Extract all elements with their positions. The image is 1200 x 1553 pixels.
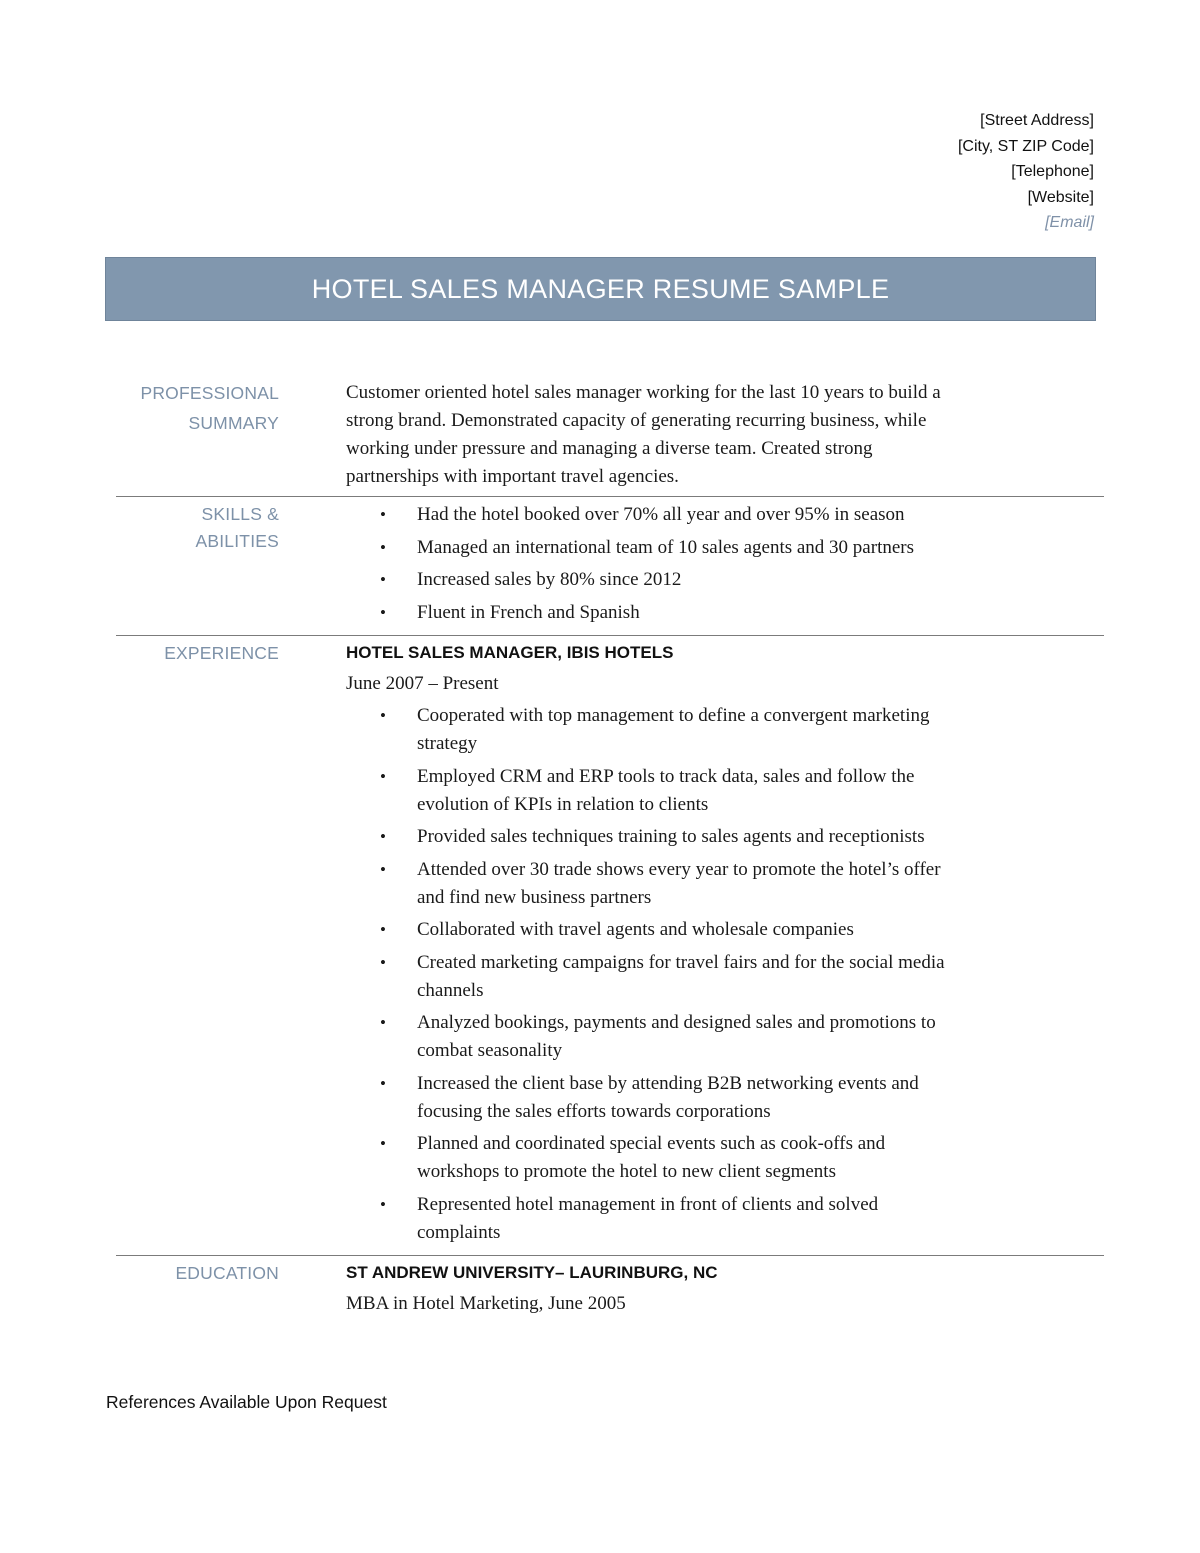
bullet-icon: • — [380, 952, 386, 972]
list-item-text: Increased the client base by attending B2B networking events and focusing the sales efforts towards corporations — [417, 1072, 919, 1122]
bullet-icon: • — [380, 1134, 386, 1153]
job-title: HOTEL SALES MANAGER, IBIS HOTELS — [346, 643, 674, 662]
list-item-text: Managed an international team of 10 sales agents and 30 partners — [417, 536, 914, 558]
list-item — [346, 916, 966, 944]
experience-section — [116, 636, 1104, 1256]
list-item — [346, 949, 966, 1005]
bullet-icon: • — [380, 1013, 386, 1032]
bullet-icon: • — [380, 827, 386, 846]
references-note: References Available Upon Request — [106, 1392, 387, 1412]
job-dates: June 2007 – Present — [346, 673, 499, 694]
list-item — [346, 566, 966, 594]
experience-content — [346, 638, 966, 1251]
resume-title: HOTEL SALES MANAGER RESUME SAMPLE — [311, 273, 890, 304]
list-item — [346, 1191, 966, 1247]
list-item-text: Fluent in French and Spanish — [417, 601, 640, 623]
summary-text: Customer oriented hotel sales manager working for the last 10 years to build a strong brand. Demonstrated capacity of generating recurring business, while working under pressure and managing a diverse team. Created strong partnerships with important travel agencies. — [346, 382, 941, 487]
list-item-text: Had the hotel booked over 70% all year and over 95% in season — [417, 504, 905, 525]
list-item-text: Provided sales techniques training to sales agents and receptionists — [417, 826, 925, 847]
city-zip: [City, ST ZIP Code] — [957, 137, 1094, 155]
education-content — [346, 1258, 966, 1320]
list-item — [346, 856, 966, 912]
list-item — [346, 1070, 966, 1126]
skills-section — [116, 497, 1104, 636]
degree: MBA in Hotel Marketing, June 2005 — [346, 1293, 626, 1314]
list-item — [346, 501, 966, 529]
list-item-text: Represented hotel management in front of clients and solved complaints — [417, 1193, 879, 1243]
summary-label-line1: PROFESSIONAL — [140, 383, 279, 403]
summary-label-line2: SUMMARY — [188, 413, 279, 433]
bullet-icon: • — [380, 766, 386, 786]
summary-section — [116, 378, 1104, 497]
bullet-icon: • — [380, 706, 386, 725]
list-item — [346, 1130, 966, 1186]
list-item-text: Planned and coordinated special events such as cook-offs and workshops to promote the hotel to new client segments — [417, 1133, 886, 1182]
experience-label: EXPERIENCE — [164, 643, 279, 663]
skills-content — [346, 501, 966, 631]
summary-label — [116, 378, 279, 496]
list-item — [346, 1009, 966, 1065]
list-item — [346, 534, 966, 562]
list-item-text: Created marketing campaigns for travel fairs and for the social media channels — [417, 951, 945, 1001]
bullet-icon: • — [380, 505, 386, 524]
list-item — [346, 763, 966, 819]
skills-label: SKILLS & ABILITIES — [195, 504, 279, 551]
school-name: ST ANDREW UNIVERSITY– LAURINBURG, NC — [346, 1263, 718, 1282]
list-item — [346, 702, 966, 758]
list-item-text: Employed CRM and ERP tools to track data, sales and follow the evolution of KPIs in relation to clients — [417, 765, 915, 815]
bullet-icon: • — [380, 1073, 386, 1093]
bullet-icon: • — [380, 570, 386, 589]
telephone: [Telephone] — [1011, 163, 1094, 180]
list-item-text: Attended over 30 trade shows every year to promote the hotel’s offer and find new business partners — [417, 858, 941, 908]
website: [Website] — [1027, 188, 1094, 206]
bullet-icon: • — [380, 920, 386, 939]
education-section — [116, 1256, 1104, 1320]
list-item-text: Collaborated with travel agents and wholesale companies — [417, 919, 854, 940]
bullet-icon: • — [380, 537, 386, 557]
skills-list — [346, 501, 966, 627]
experience-list — [346, 702, 966, 1247]
contact-block — [958, 108, 1094, 236]
list-item-text: Increased sales by 80% since 2012 — [417, 569, 682, 590]
email: [Email] — [1045, 214, 1094, 231]
education-label: EDUCATION — [175, 1263, 279, 1283]
street-address: [Street Address] — [980, 112, 1094, 129]
bullet-icon: • — [380, 1194, 386, 1214]
resume-sections — [116, 378, 1104, 1320]
bullet-icon: • — [380, 859, 386, 879]
list-item — [346, 599, 966, 627]
list-item-text: Cooperated with top management to define a convergent marketing strategy — [417, 705, 930, 754]
list-item-text: Analyzed bookings, payments and designed sales and promotions to combat seasonality — [417, 1012, 936, 1061]
list-item — [346, 823, 966, 851]
resume-title-bar — [105, 257, 1096, 321]
bullet-icon: • — [380, 602, 386, 622]
